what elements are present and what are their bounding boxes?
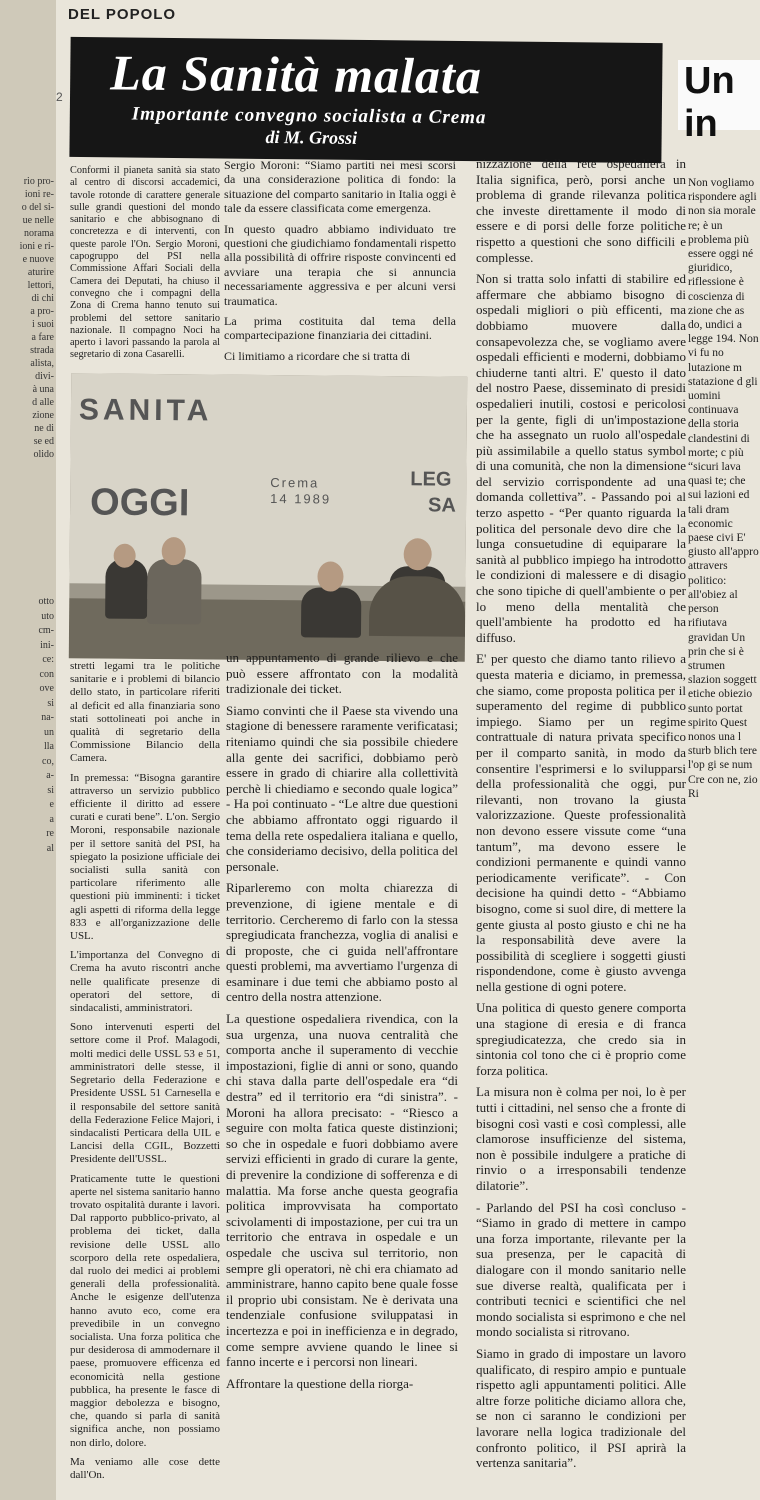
article-paragraph: un appuntamento di grande rilievo e che può essere affrontato con la modalità tradizionale dei ticket. <box>226 650 458 697</box>
previous-page-text-fragment: si <box>47 784 54 796</box>
column-2-bottom <box>226 650 458 1397</box>
masthead: DEL POPOLO <box>68 6 177 23</box>
column-3 <box>476 156 686 1477</box>
previous-page-text-fragment: aturire <box>27 267 54 278</box>
previous-page-text-fragment: ue nelle <box>22 215 54 226</box>
previous-page-text-fragment: ioni e ri- <box>19 241 54 252</box>
previous-page-text-fragment: ove <box>39 683 54 694</box>
previous-page-text-fragment: al <box>46 842 54 854</box>
previous-page-text-fragment: e nuove <box>22 254 54 265</box>
page-number: 2 <box>56 90 63 104</box>
previous-page-text-fragment: a pro- <box>30 306 54 317</box>
previous-page-text-fragment: ne di <box>34 423 54 434</box>
photo-person-head <box>317 561 343 591</box>
photo-sign-date: 14 1989 <box>270 491 332 507</box>
column-1-bottom <box>70 660 220 1488</box>
previous-page-text-fragment: con <box>39 668 54 680</box>
previous-page-text-fragment: otto <box>38 596 54 607</box>
photo-person <box>301 587 361 638</box>
previous-page-text-fragment: ce: <box>42 654 54 665</box>
previous-page-text-fragment: divi- <box>35 371 54 382</box>
article-paragraph: Una politica di questo genere comporta una stagione di eresia e di franca spregiudicatezza, che credo sia in sintonia col tono che ci è proprio come forza politica. <box>476 1000 686 1078</box>
article-paragraph: Siamo convinti che il Paese sta vivendo una stagione di benessere raramente verificatasi; riteniamo quindi che sia possibile chiedere alla gente dei sacrifici, dobbiamo però essere in grado di chiarire alla collettività perchè li chiediamo e secondo quale logica” - Ha poi continuato - “Le altre due questioni che abbiamo affrontato oggi riguardo il tema della rete ospedaliera italiana e quello, che consideriamo decisivo, della politica del personale. <box>226 702 458 874</box>
article-paragraph: E' per questo che diamo tanto rilievo a questa materia e diciamo, in premessa, che siamo, come proposta politica per il superamento del regime di pubblico impiego. Siamo per un regime contrattuale di natura privata specifico per il comparto sanità, in modo da consentire l'esprimersi e lo svilupparsi della professionalità che oggi, pur rilevanti, non trovano la giusta valorizzazione. Queste professionalità non devono essere vissute come “una tantum”, ma devono essere le condizioni permanente e quindi vanno periodicamente verificate”. - Con decisione ha quindi detto - “Abbiamo bisogno, come si suol dire, di mettere la gente giusta al posto giusto e chi ne ha la responsabilità deve avere la possibilità di sceglierе i soggetti giusti rispondendone, come è giusto avvenga nella gestione di ogni potere. <box>476 651 686 994</box>
previous-page-text-fragment: co, <box>42 755 54 767</box>
newspaper-page <box>56 0 760 1500</box>
article-paragraph: Sergio Moroni: “Siamo partiti nei mesi scorsi da una considerazione politica di fondo: la situazione del comparto sanitario in Italia oggi è tale da essere classificata come emergenza. <box>224 158 456 216</box>
previous-page <box>0 0 60 1500</box>
photo-flowers <box>369 576 466 637</box>
previous-page-text-fragment: norama <box>24 228 54 239</box>
previous-page-text-fragment: uto <box>41 610 54 622</box>
previous-page-text-fragment: e <box>49 799 54 810</box>
photo-sign-right2: SA <box>428 494 457 517</box>
previous-page-text-fragment: a- <box>46 770 54 781</box>
article-paragraph: In premessa: “Bisogna garantire attraverso un servizio pubblico efficiente il diritto ad essere curati e curati bene”. L'on. Sergio Moroni, responsabile nazionale per il settore sanità del PSI, ha spiegato la posizione ufficiale dei socialisti sulla sanità con particolare riferimento alle questioni più imminenti: i ticket agli aspetti di riforma della legge 833 e all'organizzazione delle USL. <box>70 771 220 943</box>
previous-page-text-fragment: o del si- <box>21 202 54 213</box>
previous-page-text-fragment: cm- <box>38 625 54 636</box>
article-paragraph: L'importanza del Convegno di Crema ha avuto riscontri anche nelle qualificate presenze di operatori del settore, di sindacalisti, amministratori. <box>70 949 220 1015</box>
article-paragraph: Siamo in grado di impostare un lavoro qualificato, di respiro ampio e puntuale rispetto agli appuntamenti politici. Alle altre forze politiche diciamo allora che, se non ci saranno le condizioni per lavorare nella logica tradizionale del confronto politico, il PSI aprirà la vertenza sanitaria”. <box>476 1345 686 1471</box>
photo-sign-oggi: OGGI <box>89 481 190 525</box>
previous-page-text-fragment: d alle <box>32 397 54 408</box>
article-paragraph: Praticamente tutte le questioni aperte nel sistema sanitario hanno trovato ospitalità durante i lavori. Dal rapporto pubblico-privato, al problema dei ticket, dalla revisione delle USSL allo scorporo della rete ospedaliera, dal ruolo dei medici ai problemi generali della professionalità. Anche le esigenze dell'utenza hanno avuto eco, come era prevedibile in un convegno socialista. Una forza politica che pur desiderosa di ammodernare il paese, promuovere efficenza ed economicità nella gestione pubblica, ha presente le fasce di maggior debolezza e bisogno, che, quando si parla di sanità significa anche, non possiamo non dirlo, dolore. <box>70 1172 220 1449</box>
headline-banner <box>69 37 662 163</box>
photo-person <box>105 559 148 619</box>
article-paragraph: Ci limitiamo a ricordare che si tratta di <box>224 348 411 363</box>
photo-sign-right1: LEG <box>410 468 452 491</box>
previous-page-text-fragment: ioni re- <box>24 189 54 200</box>
article-paragraph: La prima costituita dal tema della compartecipazione finanziaria dei cittadini. <box>224 314 456 343</box>
article-paragraph: Non vogliamo rispondere agli non sia morale re; è un problema più essere oggi né giuridico, riflessione è coscienza di zione che as do, undici a legge 194. Non vi fu no lutazione m statazione d gli uomini continuava della storia clandestini di morte; c più “sicuri lava quasi te; che sui lazioni ed tali dram economic paese civi E' giusto all'appro attravers politico: all'obiez al person rifiutava gravidan Un prin che si è strumen slazion soggett etiche obiezio sunto portat spirito Quest nonos una l sturb blich tere l'op gi se num Cre con ne, zio Ri <box>688 177 759 800</box>
previous-page-text-fragment: zione <box>32 410 54 421</box>
previous-page-text-fragment: rio pro- <box>23 176 54 187</box>
photo-person-head <box>404 538 432 570</box>
article-paragraph: Riparleremo con molta chiarezza di prevenzione, di igiene mentale e di territorio. Cercheremo di farlo con la stessa spregiudicata franchezza, voglia di analisi e di proposte, che ci guida nell'affrontare questi problemi, ma avvertiamo l'urgenza di esaminare i due temi che abbiamo posto al centro della nostra attenzione. <box>226 880 458 1005</box>
previous-page-text-fragment: lla <box>44 741 54 752</box>
previous-page-text-fragment: i suoi <box>32 319 54 330</box>
previous-page-text-fragment: re <box>46 828 54 839</box>
conference-photo <box>69 373 467 661</box>
photo-sign-place: Crema <box>270 475 320 491</box>
previous-page-text-fragment: strada <box>30 345 54 356</box>
subheadline: Importante convegno socialista a Crema <box>131 103 487 129</box>
column-4-adjacent-article <box>688 176 760 807</box>
previous-page-text-fragment: di chi <box>31 293 54 304</box>
previous-page-text-fragment: na- <box>41 712 54 723</box>
previous-page-text-fragment: un <box>44 726 54 738</box>
article-paragraph: La misura non è colma per noi, lo è per tutti i cittadini, nel senso che a fronte di bisogni così vasti e così complessi, alle clamorose insufficienze del sistema, non è possibile indulgere a pratiche di rinvio o a irresponsabili tendenze dilatorie”. <box>476 1084 686 1193</box>
previous-page-text-fragment: a fare <box>31 332 54 343</box>
byline: di M. Grossi <box>265 126 358 148</box>
article-paragraph: Affrontare la questione della riorga- <box>226 1375 414 1391</box>
article-paragraph: - Parlando del PSI ha così concluso - “Siamo in grado di mettere in campo una forza importante, rilevante per la sua presenza, per le capacità di dialogare con il mondo sanitario nelle sue diverse realtà, qualificata per i contributi tecnici e scientifici che nel mondo socialista si esprimono e che nel mondo socialista si ritrovano. <box>476 1199 686 1340</box>
article-paragraph: La questione ospedaliera rivendica, con la sua urgenza, una nuova centralità che comporta anche il superamento di vecchie impostazioni, figlie di anni or sono, quando chi stava dalla parte dell'ospedale era “di destra” ed il territorio era “di sinistra”. - Moroni ha allora precisato: - “Riesco a seguire con molta fatica queste distinzioni; so che in ospedale e fuori dobbiamo avere servizi efficienti in grado di curare la gente, di prevenire la condizione di sofferenza e di malattia. Ma forse anche questa geografia politica improvvisata ha comportato scivolamenti di impostazione, per cui tra un territorio che entrava in ospedale e un ospedale che usciva sul territorio, non sempre gli operatori, nè chi era chiamato ad amministrare, hanno capito bene quale fosse il proprio ubi consistam. Ne è derivata una tendenziale confusione sviluppatasi in incertezza e poi in inefficienza e in degrado, come sempre avviene quando le linee si fanno incerte e i percorsi non lineari. <box>226 1011 458 1370</box>
previous-page-text-fragment: a <box>49 813 54 825</box>
article-paragraph: Non si tratta solo infatti di stabilire ed affermare che abbiamo bisogno di ospedali migliori o più efficenti, ma dobbiamo muovere dalla consapevolezza che, se vogliamo avere ospedali efficienti e moderni, dobbiamo chiuderne tanti altri. E' questo il dato del nostro Paese, disseminato di presidi ospedalieri inutili, costosi e pericolosi per la gente, figli di un'impostazione che ha assegnato un ruolo all'ospedale più assimilabile a quello status symbol di una comunità, che non la dimensione del servizio corrispondente ad una domanda collettiva”. - Passando poi al terzo aspetto - “Per quanto riguarda la politica del personale devo dire che la lunga consuetudine di equiparare la sanità al pubblico impiego ha introdotto le condizioni di malessere e di disagio che sono tipiche di quell'ambiente o per lo meno della mentalità che quell'ambiente ha prodotto ed ha diffuso. <box>476 271 686 645</box>
article-paragraph: In questo quadro abbiamo individuato tre questioni che giudichiamo fondamentali rispetto alla possibilità di offrire risposte convincenti ed avviare una terapia che si annuncia necessariamente aggressiva e per alcuni versi traumatica. <box>224 221 456 308</box>
previous-page-text-fragment: lettori, <box>27 280 54 291</box>
previous-page-text-fragment: olido <box>33 449 54 460</box>
article-paragraph: Ma veniamo alle cose dette dall'On. <box>70 1455 220 1481</box>
previous-page-text-fragment: alista, <box>30 358 54 369</box>
article-paragraph: Sono intervenuti esperti del settore come il Prof. Malagodi, molti medici delle USSL 53 e 51, amministratori delle stesse, il Segretario della Federazione e Presidente USSL 51 Carnesella e il responsabile del settore sanità della Federazione Felice Majori, i sindacalisti Perticara della UIL e Lancisi della CGIL, Bozzetti Presidente dell'USSL. <box>70 1021 220 1166</box>
previous-page-text-fragment: ini- <box>40 639 54 651</box>
previous-page-text-fragment: à una <box>32 384 54 395</box>
photo-sign-sanita: SANITA <box>78 393 213 428</box>
column-2-top <box>224 158 456 369</box>
headline: La Sanità malata <box>109 44 483 105</box>
article-paragraph: stretti legami tra le politiche sanitarie e i problemi di bilancio dello stato, in particolare riferiti al deficit ed alla finanziaria sono stati sottolineati poi anche in qualità di segretario della Commissione Bilancio della Camera. <box>70 660 220 765</box>
column-1-top <box>70 165 220 368</box>
photo-person <box>147 559 202 624</box>
article-paragraph: Conformi il pianeta sanità sia stato al centro di discorsi accademici, tavole rotonde di carattere generale sulle grandi questioni del mondo sanitario e che abbisognano di concretezza e di interventi, con queste parole l'On. Sergio Moroni, capogruppo del PSI nella Commissione Affari Sociali della Camera dei Deputati, ha chiuso il convegno che i compagni della Zona di Crema hanno tenuto sui problemi del settore sanitario nazionale. Il compagno Noci ha aperto i lavori passando la parola al segretario di zona Casarelli. <box>70 165 220 361</box>
article-paragraph: nizzazione della rete ospedaliera in Italia significa, però, porsi anche un problema di grande rilevanza politica che investe direttamente il modo di essere e di porsi delle forze politiche rispetto a questioni che sono difficili e complesse. <box>476 156 686 265</box>
previous-page-text-fragment: se ed <box>33 436 54 447</box>
photo-person-head <box>114 544 136 568</box>
adjacent-article-title: Un in <box>678 60 760 130</box>
photo-person-head <box>162 537 186 565</box>
previous-page-text-fragment: si <box>47 697 54 709</box>
